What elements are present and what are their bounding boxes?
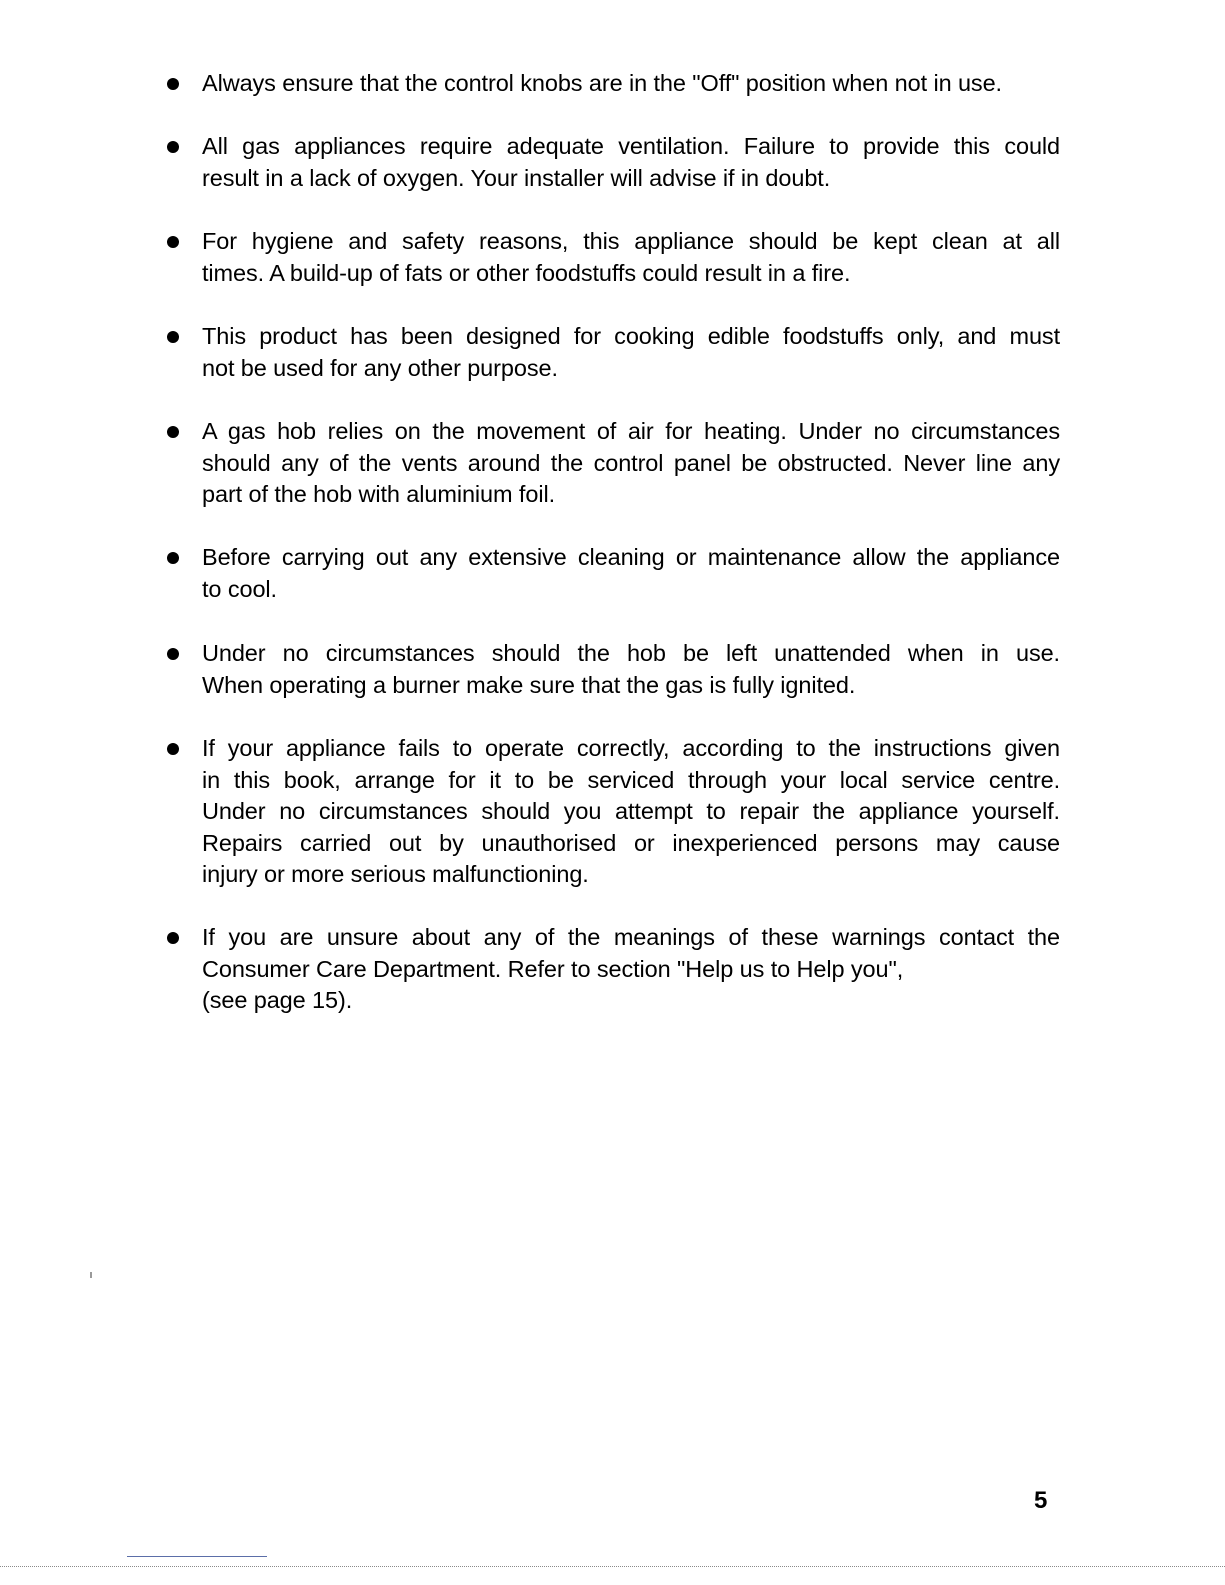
text-line: not be used for any other purpose.: [202, 354, 558, 381]
scan-speck: [90, 1272, 92, 1278]
list-item-text: [202, 226, 1060, 289]
text-line: result in a lack of oxygen. Your installer will advise if in doubt.: [202, 164, 831, 191]
bullet-icon: [167, 648, 179, 660]
list-item-text: [202, 416, 1060, 511]
list-item-text: [202, 638, 1060, 701]
text-line: If you are unsure about any of the meanings of these warnings contact the: [202, 924, 1060, 950]
bullet-icon: [167, 552, 179, 564]
text-line: (see page 15).: [202, 987, 353, 1013]
text-line: times. A build-up of fats or other foodstuffs could result in a fire.: [202, 259, 851, 286]
list-item-text: [202, 321, 1060, 384]
page-number: 5: [1034, 1487, 1048, 1514]
bottom-rule: [127, 1556, 267, 1557]
bullet-icon: [167, 78, 179, 90]
bullet-icon: [167, 932, 179, 944]
text-line: When operating a burner make sure that the gas is fully ignited.: [202, 671, 856, 698]
text-line: in this book, arrange for it to be serviced through your local service centre.: [202, 766, 1060, 793]
bottom-dotted-edge: [0, 1566, 1225, 1567]
text-line: This product has been designed for cooking edible foodstuffs only, and must: [202, 323, 1060, 349]
text-line: Repairs carried out by unauthorised or inexperienced persons may cause: [202, 829, 1060, 856]
text-line: injury or more serious malfunctioning.: [202, 861, 589, 887]
text-line: For hygiene and safety reasons, this appliance should be kept clean at all: [202, 228, 1060, 254]
bullet-icon: [167, 236, 179, 248]
text-line: A gas hob relies on the movement of air for heating. Under no circumstances: [202, 418, 1060, 444]
text-line: Under no circumstances should you attempt to repair the appliance yourself.: [202, 798, 1060, 824]
text-line: should any of the vents around the control panel be obstructed. Never line any: [202, 449, 1060, 476]
bullet-icon: [167, 331, 179, 343]
list-item-text: [202, 68, 1060, 100]
text-line: Consumer Care Department. Refer to section "Help us to Help you",: [202, 955, 904, 982]
text-line: Before carrying out any extensive cleaning or maintenance allow the appliance: [202, 544, 1060, 570]
list-item-text: [202, 922, 1060, 1017]
list-item-text: [202, 131, 1060, 194]
text-line: If your appliance fails to operate correctly, according to the instructions given: [202, 735, 1060, 761]
text-line: All gas appliances require adequate ventilation. Failure to provide this could: [202, 133, 1060, 159]
bullet-icon: [167, 141, 179, 153]
list-item-text: [202, 542, 1060, 605]
text-line: Under no circumstances should the hob be left unattended when in use.: [202, 640, 1060, 666]
list-item-text: [202, 733, 1060, 891]
bullet-icon: [167, 426, 179, 438]
text-line: to cool.: [202, 575, 277, 602]
bullet-icon: [167, 743, 179, 755]
text-line: Always ensure that the control knobs are in the "Off" position when not in use.: [202, 70, 1002, 96]
text-line: part of the hob with aluminium foil.: [202, 481, 555, 507]
